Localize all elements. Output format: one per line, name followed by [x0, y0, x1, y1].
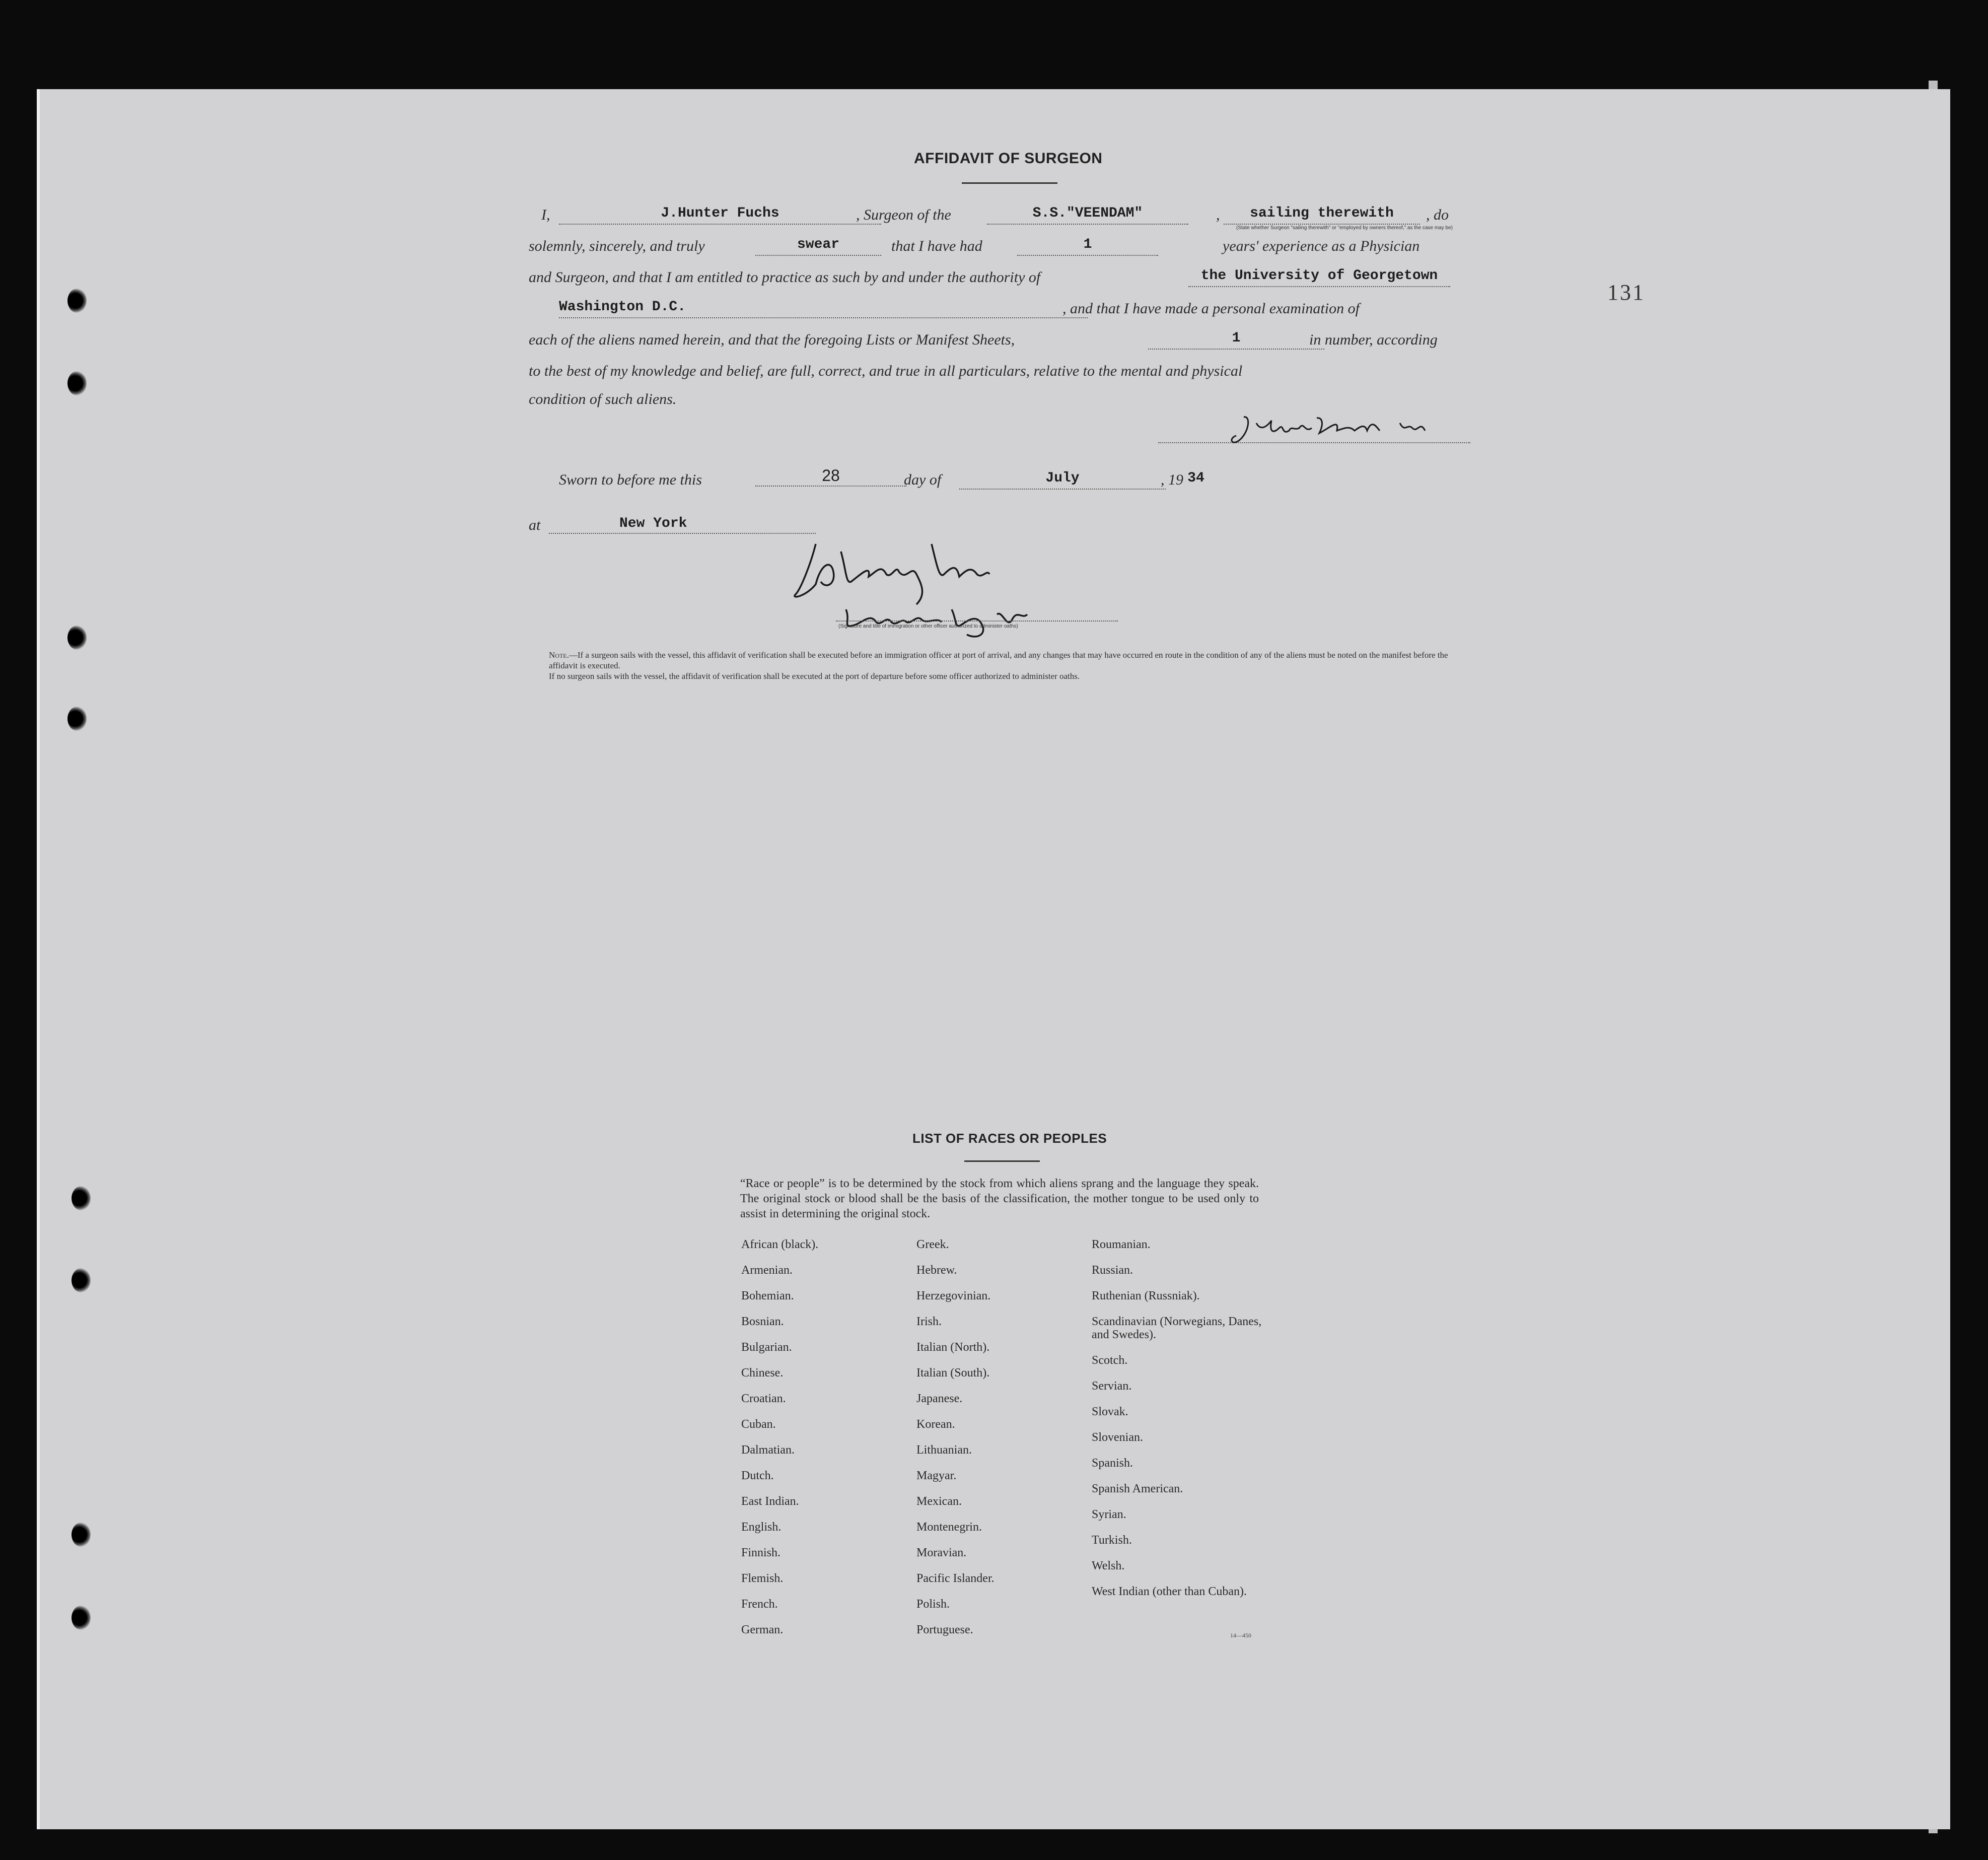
- race-item: Chinese.: [741, 1366, 784, 1380]
- race-item: Italian (South).: [916, 1366, 990, 1380]
- race-item: Slovak.: [1092, 1405, 1128, 1418]
- punch-hole: [72, 1523, 91, 1547]
- affidavit-line-5: [529, 328, 1470, 354]
- according-text: in number, according: [1309, 331, 1438, 348]
- punch-hole: [67, 289, 87, 313]
- race-item: Scandinavian (Norwegians, Danes, and Swedes).: [1092, 1315, 1262, 1341]
- race-item: Portuguese.: [916, 1623, 973, 1636]
- punch-hole: [72, 1606, 91, 1630]
- surgeon-of-text: , Surgeon of the: [856, 206, 951, 223]
- sworn-line: [529, 468, 1470, 494]
- knowledge-text: to the best of my knowledge and belief, are full, correct, and true in all particulars, relative to the mental and physical: [529, 363, 1243, 379]
- status-instruction: (State whether Surgeon "sailing therewith" or "employed by owners thereof," as the case may be): [1236, 225, 1453, 231]
- race-item: African (black).: [741, 1238, 819, 1251]
- surgeon-name-field: J.Hunter Fuchs: [559, 203, 881, 225]
- races-column-1: [741, 1238, 912, 1649]
- race-item: Montenegrin.: [916, 1521, 982, 1534]
- punch-hole: [67, 707, 87, 731]
- day-of-text: day of: [904, 471, 942, 488]
- vessel-field: S.S."VEENDAM": [987, 203, 1188, 225]
- sworn-text: Sworn to before me this: [559, 471, 702, 488]
- race-item: Turkish.: [1092, 1534, 1132, 1547]
- form-number: 14—450: [1230, 1632, 1251, 1639]
- affidavit-line-7: [529, 388, 1470, 413]
- race-item: Dalmatian.: [741, 1443, 795, 1457]
- authority-field: the University of Georgetown: [1188, 266, 1450, 287]
- title-rule: [962, 182, 1057, 184]
- race-item: Greek.: [916, 1238, 949, 1251]
- note-label: Note.: [549, 650, 569, 660]
- affidavit-title: AFFIDAVIT OF SURGEON: [914, 150, 1103, 167]
- sworn-day-field: 28: [755, 465, 906, 487]
- race-item: Bulgarian.: [741, 1341, 792, 1354]
- note-text-2: If no surgeon sails with the vessel, the affidavit of verification shall be executed at the port of departure before some officer authorized to administer oaths.: [549, 671, 1080, 681]
- authority-continued-field: Washington D.C.: [559, 297, 1088, 318]
- prefix-text: I,: [541, 206, 550, 223]
- race-item: Bohemian.: [741, 1289, 794, 1302]
- sheets-count-field: 1: [1148, 328, 1324, 350]
- oath-field: swear: [755, 235, 881, 256]
- race-item: West Indian (other than Cuban).: [1092, 1585, 1247, 1598]
- sailing-status-field: sailing therewith: [1224, 203, 1420, 225]
- race-item: Slovenian.: [1092, 1431, 1143, 1444]
- affidavit-line-2: [529, 235, 1470, 260]
- race-item: Finnish.: [741, 1546, 781, 1559]
- officer-caption: (Signature and title of immigration or other officer authorized to administer oaths): [838, 624, 1018, 629]
- races-title-rule: [964, 1160, 1040, 1162]
- place-field: New York: [549, 514, 816, 534]
- comma-text: ,: [1216, 206, 1220, 223]
- race-item: Hebrew.: [916, 1264, 957, 1277]
- surgeon-signature: [1158, 413, 1470, 453]
- race-item: East Indian.: [741, 1495, 799, 1508]
- solemnly-text: solemnly, sincerely, and truly: [529, 238, 705, 254]
- race-item: Servian.: [1092, 1380, 1132, 1393]
- race-item: Russian.: [1092, 1264, 1133, 1277]
- race-item: Scotch.: [1092, 1354, 1128, 1367]
- affidavit-line-6: [529, 360, 1470, 385]
- race-item: Bosnian.: [741, 1315, 784, 1328]
- year-prefix-text: , 19: [1161, 471, 1183, 488]
- race-item: German.: [741, 1623, 784, 1636]
- races-column-2: [916, 1238, 1088, 1649]
- race-item: Irish.: [916, 1315, 942, 1328]
- races-title: LIST OF RACES OR PEOPLES: [912, 1131, 1107, 1146]
- race-item: Pacific Islander.: [916, 1572, 995, 1585]
- punch-hole: [67, 626, 87, 650]
- do-text: , do: [1426, 206, 1449, 223]
- race-item: Roumanian.: [1092, 1238, 1151, 1251]
- race-item: Japanese.: [916, 1392, 963, 1405]
- condition-text: condition of such aliens.: [529, 391, 677, 407]
- race-item: Ruthenian (Russniak).: [1092, 1289, 1200, 1302]
- race-item: Mexican.: [916, 1495, 962, 1508]
- races-column-3: [1092, 1238, 1263, 1611]
- years-field: 1: [1017, 235, 1158, 256]
- authority-text: and Surgeon, and that I am entitled to practice as such by and under the authority of: [529, 269, 1041, 286]
- affidavit-line-4: [529, 297, 1470, 322]
- race-item: Dutch.: [741, 1469, 774, 1482]
- punch-hole: [72, 1186, 91, 1210]
- race-item: Herzegovinian.: [916, 1289, 991, 1302]
- race-item: English.: [741, 1521, 782, 1534]
- race-item: Flemish.: [741, 1572, 784, 1585]
- race-item: Spanish American.: [1092, 1482, 1183, 1495]
- race-item: Croatian.: [741, 1392, 786, 1405]
- sworn-month-field: July: [959, 468, 1166, 490]
- manifest-sheets-text: each of the aliens named herein, and that the foregoing Lists or Manifest Sheets,: [529, 331, 1015, 348]
- races-intro: “Race or people” is to be determined by the stock from which aliens sprang and the language they speak. The original stock or blood shall be the basis of the classification, the mother tongue to be used only to assist in determining the original stock.: [740, 1177, 1259, 1220]
- race-item: Polish.: [916, 1598, 950, 1611]
- race-item: Italian (North).: [916, 1341, 990, 1354]
- race-item: Syrian.: [1092, 1508, 1126, 1521]
- race-item: Armenian.: [741, 1264, 793, 1277]
- examination-text: , and that I have made a personal examination of: [1062, 300, 1360, 317]
- page-number: 131: [1607, 280, 1645, 305]
- sworn-year-field: 34: [1187, 470, 1204, 486]
- race-item: Welsh.: [1092, 1559, 1125, 1572]
- punch-hole: [67, 371, 87, 395]
- note-text: —If a surgeon sails with the vessel, this affidavit of verification shall be executed before an immigration officer at port of arrival, and any changes that may have occurred en route in the condition of any of the aliens must be noted on the manifest before the affidavit is executed.: [549, 650, 1448, 670]
- years-experience-text: years' experience as a Physician: [1223, 238, 1420, 254]
- race-item: Cuban.: [741, 1418, 776, 1431]
- affidavit-note: [549, 650, 1470, 681]
- at-text: at: [529, 517, 541, 533]
- affidavit-line-3: [529, 266, 1470, 291]
- race-item: Magyar.: [916, 1469, 957, 1482]
- punch-hole: [72, 1268, 91, 1292]
- experience-text: that I have had: [891, 238, 982, 254]
- race-item: French.: [741, 1598, 778, 1611]
- race-item: Moravian.: [916, 1546, 967, 1559]
- race-item: Spanish.: [1092, 1457, 1133, 1470]
- race-item: Lithuanian.: [916, 1443, 972, 1457]
- race-item: Korean.: [916, 1418, 955, 1431]
